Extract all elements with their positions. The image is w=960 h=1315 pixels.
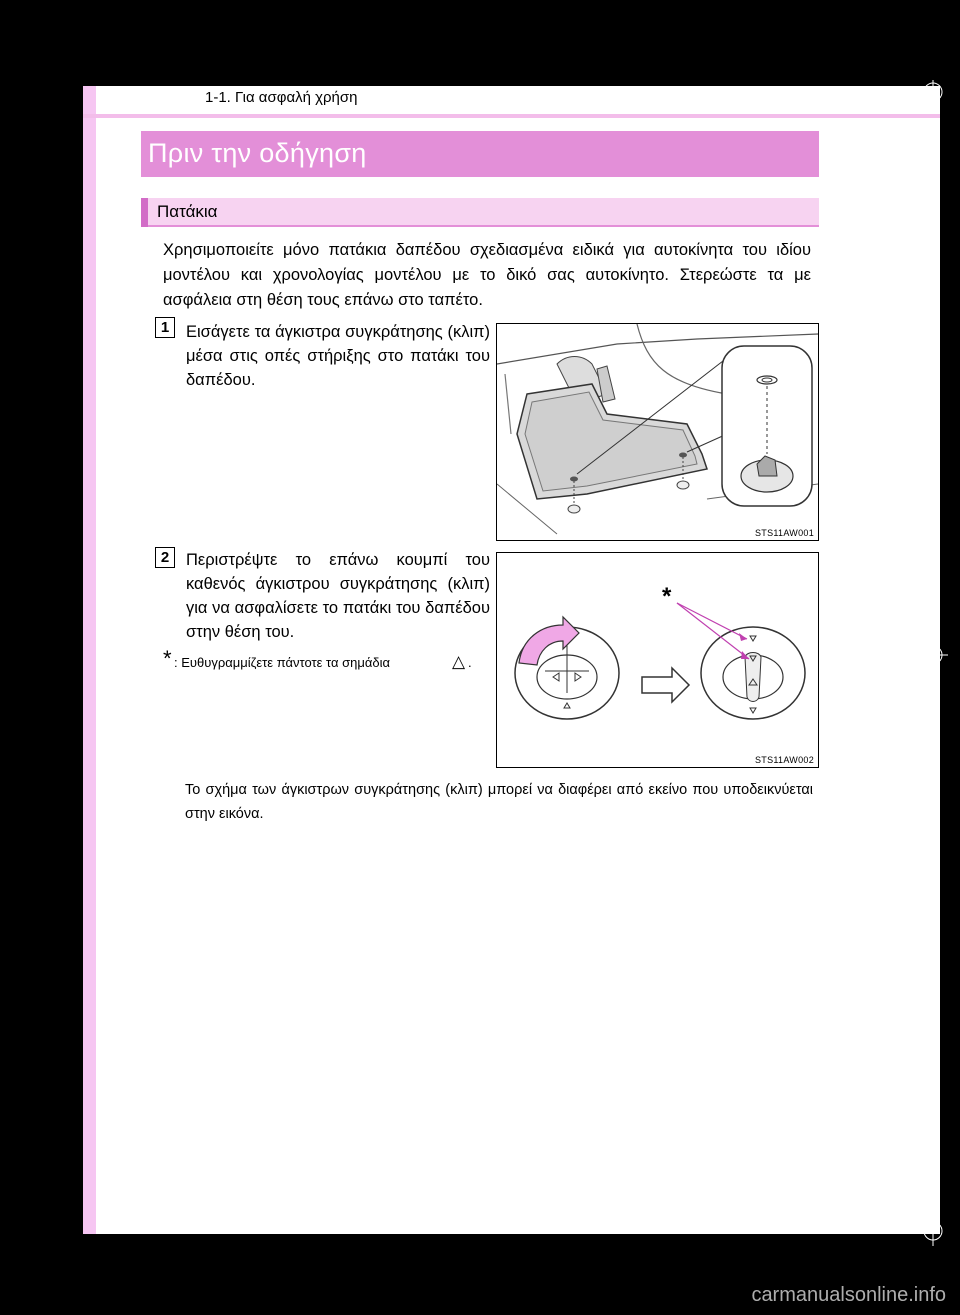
triangle-mark-icon: △ bbox=[452, 652, 466, 671]
figure-asterisk: * bbox=[662, 583, 672, 610]
figure-clip-rotation bbox=[496, 552, 819, 768]
header-rule bbox=[83, 114, 940, 118]
intro-paragraph: Χρησιμοποιείτε μόνο πατάκια δαπέδου σχεδιασμένα ειδικά για αυτοκίνητα του ιδίου μοντέλου και χρονολογίας μοντέλου με το δικό σας αυτοκίνητο. Στερεώστε τα με ασφάλεια στη θέση τους επάνω στο ταπέτο. bbox=[163, 241, 811, 309]
figure-code: STS11AW001 bbox=[754, 528, 814, 538]
crop-mark-bottom-right bbox=[918, 1216, 948, 1246]
step-number-2: 2 bbox=[155, 547, 175, 568]
step-text-1: Εισάγετε τα άγκιστρα συγκράτησης (κλιπ) μέσα στις οπές στήριξης στο πατάκι του δαπέδου. bbox=[186, 323, 490, 389]
crop-mark-top-right bbox=[918, 80, 948, 110]
page-side-bar bbox=[83, 86, 96, 1234]
footnote: Το σχήμα των άγκιστρων συγκράτησης (κλιπ) μπορεί να διαφέρει από εκείνο που υποδεικνύεται στην εικόνα. bbox=[185, 782, 813, 822]
section-header bbox=[141, 198, 819, 227]
note-end: . bbox=[468, 655, 472, 670]
page-title: Πριν την οδήγηση bbox=[148, 138, 367, 168]
step-text-2: Περιστρέψτε το επάνω κουμπί του καθενός άγκιστρου συγκράτησης (κλιπ) για να ασφαλίσετε το πατάκι του δαπέδου στην θέση του. bbox=[186, 551, 490, 641]
note-asterisk: * bbox=[163, 646, 172, 671]
floor-mat-illustration bbox=[497, 324, 818, 540]
running-head: 1-1. Για ασφαλή χρήση bbox=[205, 89, 358, 106]
note-text: : Ευθυγραμμίζετε πάντοτε τα σημάδια bbox=[174, 655, 391, 670]
figure-floor-mat bbox=[496, 323, 819, 541]
clip-rotation-illustration bbox=[497, 553, 818, 767]
section-title: Πατάκια bbox=[157, 202, 218, 221]
figure-code: STS11AW002 bbox=[754, 755, 814, 765]
crop-mark-right bbox=[918, 640, 948, 670]
watermark: carmanualsonline.info bbox=[751, 1284, 946, 1306]
step-number-1: 1 bbox=[155, 317, 175, 338]
section-accent bbox=[141, 198, 148, 227]
